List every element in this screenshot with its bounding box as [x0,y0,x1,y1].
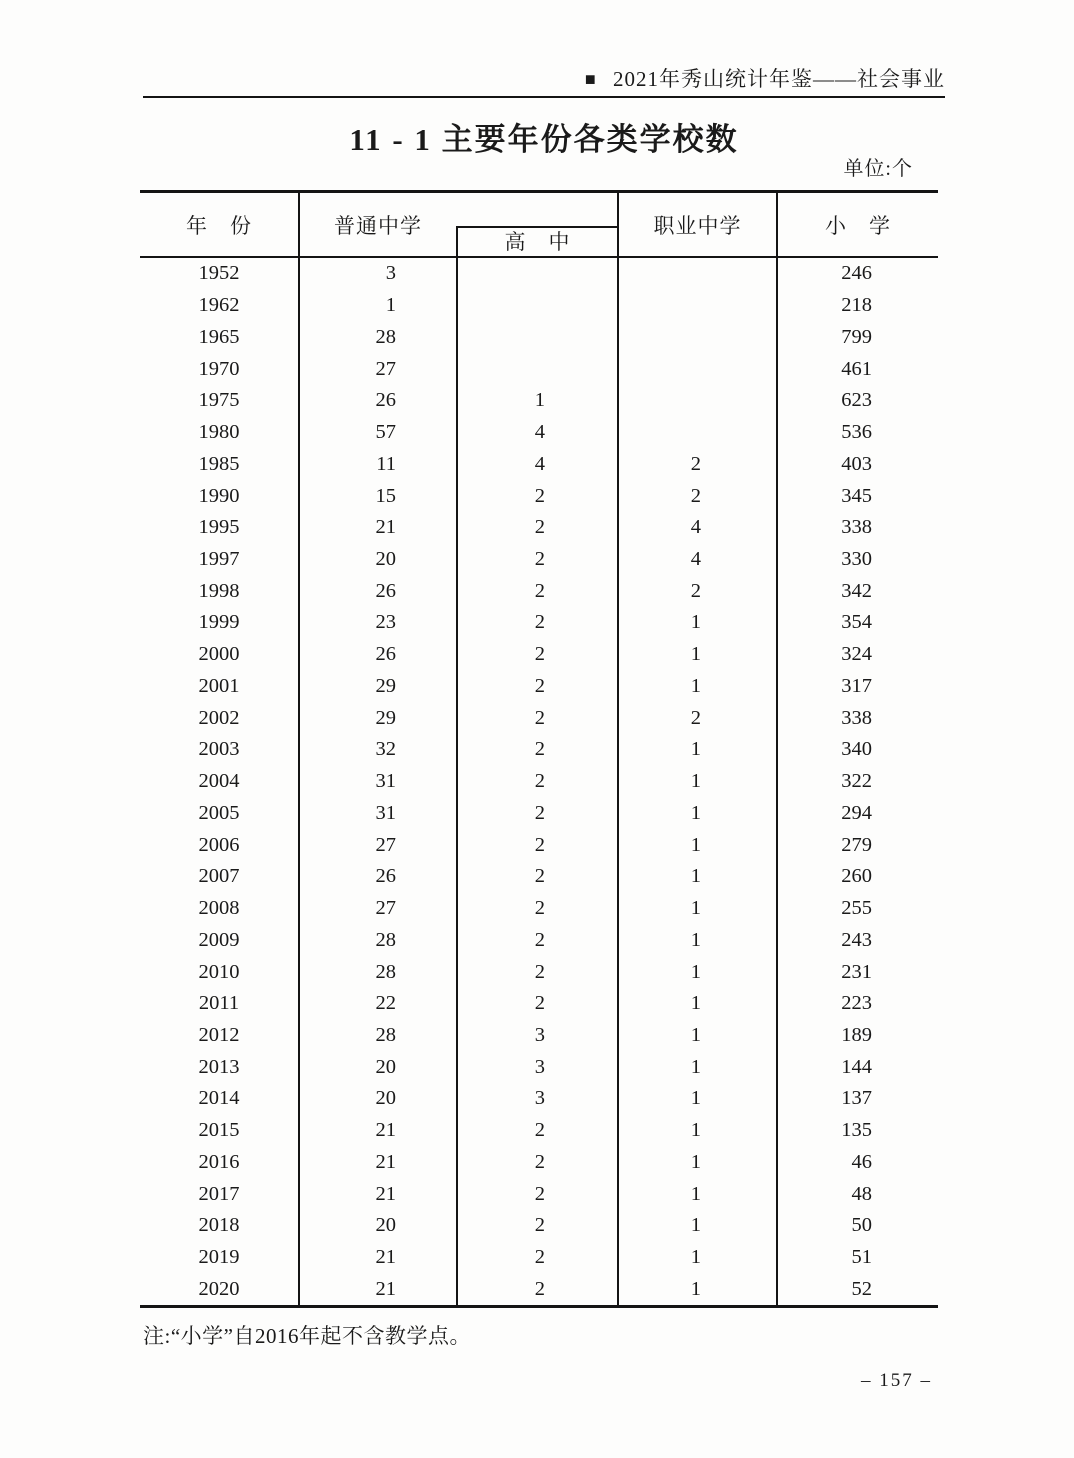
table-row [140,385,938,417]
table-row [140,258,938,290]
vocational-secondary-cell: 2 [690,706,701,729]
year-cell: 2019 [198,1246,240,1269]
year-cell: 2002 [198,706,240,729]
vocational-secondary-cell: 1 [690,770,701,793]
regular-secondary-cell: 3 [385,262,396,285]
senior-high-cell: 3 [534,1087,545,1110]
regular-secondary-cell: 27 [375,833,396,856]
primary-cell: 189 [841,1023,872,1046]
senior-high-cell: 2 [534,738,545,761]
regular-secondary-cell: 20 [375,1214,396,1237]
senior-high-cell: 2 [534,579,545,602]
primary-cell: 223 [841,992,872,1015]
senior-high-cell: 2 [534,1119,545,1142]
vocational-secondary-cell: 1 [690,1055,701,1078]
regular-secondary-cell: 32 [375,738,396,761]
primary-cell: 338 [841,706,872,729]
vocational-secondary-cell: 1 [690,738,701,761]
column-header-regular-secondary: 普通中学 [334,213,422,238]
vocational-secondary-cell: 4 [690,547,701,570]
primary-cell: 461 [841,357,872,380]
senior-high-cell: 2 [534,960,545,983]
schools-table [140,190,938,1308]
senior-high-cell: 2 [534,992,545,1015]
table-title: 11 - 1 主要年份各类学校数 [349,122,739,157]
table-row [140,448,938,480]
vocational-secondary-cell: 1 [690,1087,701,1110]
regular-secondary-cell: 21 [375,1277,396,1300]
section-marker-icon: ■ [584,69,597,89]
senior-high-cell: 2 [534,1182,545,1205]
primary-cell: 48 [851,1182,872,1205]
senior-high-cell: 2 [534,1214,545,1237]
regular-secondary-cell: 11 [376,452,396,475]
table-row [140,417,938,449]
table-row [140,1051,938,1083]
table-row [140,321,938,353]
year-cell: 2010 [198,960,240,983]
vocational-secondary-cell: 1 [690,674,701,697]
vocational-secondary-cell: 1 [690,611,701,634]
senior-high-cell: 2 [534,928,545,951]
primary-cell: 403 [841,452,872,475]
senior-high-cell: 2 [534,1246,545,1269]
year-cell: 1985 [198,452,240,475]
regular-secondary-cell: 20 [375,547,396,570]
primary-cell: 218 [841,294,872,317]
primary-cell: 246 [841,262,872,285]
table-row [140,1178,938,1210]
year-cell: 2012 [198,1023,240,1046]
table-row [140,544,938,576]
table-row [140,988,938,1020]
vocational-secondary-cell: 1 [690,1023,701,1046]
running-head-rule [143,96,945,98]
year-cell: 2000 [198,643,240,666]
year-cell: 1998 [198,579,240,602]
regular-secondary-cell: 23 [375,611,396,634]
regular-secondary-cell: 28 [375,960,396,983]
regular-secondary-cell: 21 [375,1119,396,1142]
regular-secondary-cell: 28 [375,325,396,348]
primary-cell: 317 [841,674,872,697]
regular-secondary-cell: 57 [375,421,396,444]
column-header-senior-high: 高 中 [504,230,571,254]
vocational-secondary-cell: 1 [690,992,701,1015]
year-cell: 1970 [198,357,240,380]
regular-secondary-cell: 27 [375,357,396,380]
year-cell: 2004 [198,770,240,793]
primary-cell: 345 [841,484,872,507]
table-row [140,924,938,956]
regular-secondary-cell: 21 [375,516,396,539]
year-cell: 2006 [198,833,240,856]
primary-cell: 255 [841,897,872,920]
senior-high-cell: 2 [534,643,545,666]
year-cell: 1975 [198,389,240,412]
year-cell: 2015 [198,1119,240,1142]
regular-secondary-cell: 21 [375,1246,396,1269]
senior-high-cell: 2 [534,770,545,793]
senior-high-cell: 1 [534,389,545,412]
vocational-secondary-cell: 1 [690,897,701,920]
primary-cell: 144 [841,1055,872,1078]
table-row [140,1242,938,1274]
primary-cell: 623 [841,389,872,412]
regular-secondary-cell: 31 [375,770,396,793]
table-row [140,1147,938,1179]
regular-secondary-cell: 26 [375,643,396,666]
vocational-secondary-cell: 1 [690,1150,701,1173]
senior-high-cell: 2 [534,611,545,634]
year-cell: 1952 [198,262,240,285]
table-row [140,353,938,385]
year-cell: 2017 [198,1182,240,1205]
senior-high-cell: 2 [534,801,545,824]
year-cell: 2001 [198,674,240,697]
primary-cell: 135 [841,1119,872,1142]
year-cell: 2011 [198,992,240,1015]
primary-cell: 243 [841,928,872,951]
table-row [140,861,938,893]
vocational-secondary-cell: 1 [690,1182,701,1205]
table-body [140,258,938,1305]
primary-cell: 46 [851,1150,872,1173]
regular-secondary-cell: 1 [385,294,396,317]
senior-high-cell: 2 [534,833,545,856]
year-cell: 2008 [198,897,240,920]
year-cell: 2003 [198,738,240,761]
senior-high-cell: 2 [534,865,545,888]
regular-secondary-cell: 29 [375,674,396,697]
regular-secondary-cell: 21 [375,1150,396,1173]
table-row [140,797,938,829]
vocational-secondary-cell: 2 [690,452,701,475]
table-row [140,290,938,322]
table-row [140,639,938,671]
primary-cell: 51 [851,1246,872,1269]
year-cell: 2007 [198,865,240,888]
running-head-title: 2021年秀山统计年鉴——社会事业 [613,67,945,91]
year-cell: 1962 [198,294,240,317]
regular-secondary-cell: 21 [375,1182,396,1205]
year-cell: 1990 [198,484,240,507]
regular-secondary-cell: 22 [375,992,396,1015]
year-cell: 1997 [198,547,240,570]
table-row [140,575,938,607]
column-header-year: 年 份 [186,213,252,238]
table-row [140,1210,938,1242]
primary-cell: 536 [841,421,872,444]
column-header-primary: 小 学 [825,213,891,238]
primary-cell: 279 [841,833,872,856]
table-row [140,893,938,925]
year-cell: 2020 [198,1277,240,1300]
primary-cell: 260 [841,865,872,888]
regular-secondary-cell: 15 [375,484,396,507]
primary-cell: 330 [841,547,872,570]
table-row [140,512,938,544]
senior-high-cell: 2 [534,547,545,570]
vocational-secondary-cell: 1 [690,1119,701,1142]
primary-cell: 52 [851,1277,872,1300]
vocational-secondary-cell: 1 [690,960,701,983]
regular-secondary-cell: 28 [375,928,396,951]
table-row [140,480,938,512]
table-row [140,829,938,861]
table-row [140,1274,938,1306]
senior-high-cell: 4 [534,452,545,475]
senior-high-cell: 2 [534,897,545,920]
primary-cell: 294 [841,801,872,824]
senior-high-cell: 2 [534,706,545,729]
vocational-secondary-cell: 2 [690,579,701,602]
senior-high-cell: 2 [534,484,545,507]
table-row [140,1020,938,1052]
table-row [140,607,938,639]
vocational-secondary-cell: 1 [690,1246,701,1269]
senior-high-cell: 2 [534,1277,545,1300]
year-cell: 2014 [198,1087,240,1110]
regular-secondary-cell: 26 [375,389,396,412]
table-row [140,956,938,988]
primary-cell: 338 [841,516,872,539]
year-cell: 2016 [198,1150,240,1173]
column-header-vocational-secondary: 职业中学 [653,213,742,238]
year-cell: 1995 [198,516,240,539]
unit-label: 单位:个 [843,158,913,180]
primary-cell: 137 [841,1087,872,1110]
vocational-secondary-cell: 4 [690,516,701,539]
footnote: 注:“小学”自2016年起不含教学点。 [143,1324,471,1348]
primary-cell: 342 [841,579,872,602]
year-cell: 2005 [198,801,240,824]
primary-cell: 324 [841,643,872,666]
table-row [140,1083,938,1115]
vocational-secondary-cell: 1 [690,1214,701,1237]
vocational-secondary-cell: 1 [690,928,701,951]
primary-cell: 354 [841,611,872,634]
vocational-secondary-cell: 2 [690,484,701,507]
senior-high-cell: 3 [534,1055,545,1078]
table-row [140,766,938,798]
regular-secondary-cell: 31 [375,801,396,824]
page-number: – 157 – [861,1370,932,1391]
regular-secondary-cell: 27 [375,897,396,920]
year-cell: 2018 [198,1214,240,1237]
year-cell: 2013 [198,1055,240,1078]
year-cell: 1980 [198,421,240,444]
table-row [140,702,938,734]
regular-secondary-cell: 20 [375,1055,396,1078]
primary-cell: 799 [841,325,872,348]
senior-high-cell: 2 [534,1150,545,1173]
senior-high-cell: 4 [534,421,545,444]
regular-secondary-cell: 26 [375,579,396,602]
vocational-secondary-cell: 1 [690,833,701,856]
table-row [140,671,938,703]
vocational-secondary-cell: 1 [690,865,701,888]
vocational-secondary-cell: 1 [690,643,701,666]
primary-cell: 322 [841,770,872,793]
year-cell: 1999 [198,611,240,634]
senior-high-cell: 3 [534,1023,545,1046]
table-row [140,1115,938,1147]
primary-cell: 50 [851,1214,872,1237]
running-head [143,63,945,93]
primary-cell: 340 [841,738,872,761]
regular-secondary-cell: 26 [375,865,396,888]
regular-secondary-cell: 20 [375,1087,396,1110]
vocational-secondary-cell: 1 [690,1277,701,1300]
primary-cell: 231 [841,960,872,983]
regular-secondary-cell: 29 [375,706,396,729]
senior-high-cell: 2 [534,674,545,697]
vocational-secondary-cell: 1 [690,801,701,824]
regular-secondary-cell: 28 [375,1023,396,1046]
year-cell: 2009 [198,928,240,951]
senior-high-cell: 2 [534,516,545,539]
table-row [140,734,938,766]
year-cell: 1965 [198,325,240,348]
